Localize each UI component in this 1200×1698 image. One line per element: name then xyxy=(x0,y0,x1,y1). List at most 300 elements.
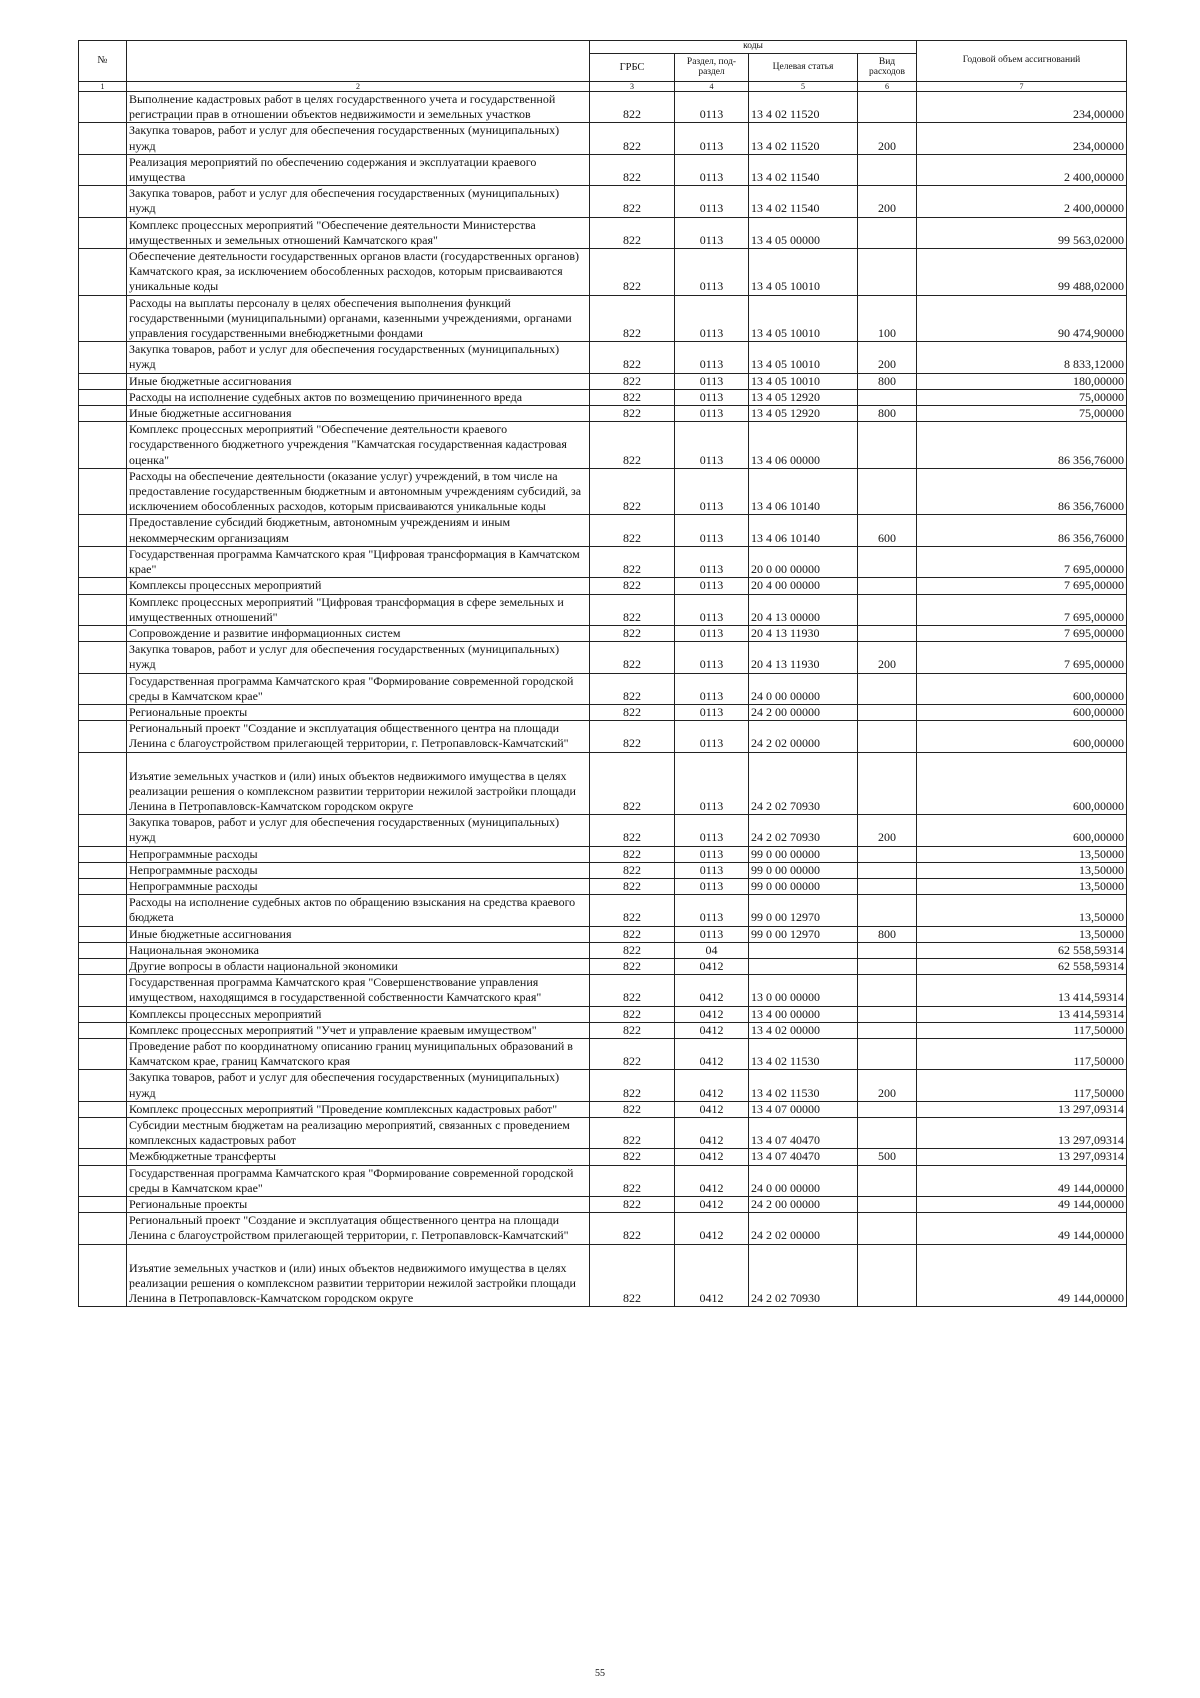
row-razdel-cell: 0113 xyxy=(675,468,749,515)
col-number-6: 6 xyxy=(858,82,917,92)
row-name-cell: Непрограммные расходы xyxy=(127,846,590,862)
row-razdel-cell: 0412 xyxy=(675,975,749,1006)
row-name-cell: Непрограммные расходы xyxy=(127,862,590,878)
row-expense-type-cell xyxy=(858,422,917,469)
header-grbs: ГРБС xyxy=(590,54,675,82)
row-razdel-cell: 0113 xyxy=(675,594,749,625)
row-grbs-cell: 822 xyxy=(590,406,675,422)
row-name-cell: Комплекс процессных мероприятий "Цифровая трансформация в сфере земельных и имущественных отношений" xyxy=(127,594,590,625)
row-expense-type-cell xyxy=(858,546,917,577)
row-name-cell: Обеспечение деятельности государственных органов власти (государственных органов) Камчатского края, за исключением обособленных расходов, которым присваиваются уникальные коды xyxy=(127,249,590,296)
row-razdel-cell: 0113 xyxy=(675,406,749,422)
row-name-cell: Предоставление субсидий бюджетным, автономным учреждениям и иным некоммерческим организациям xyxy=(127,515,590,546)
row-expense-type-cell: 200 xyxy=(858,342,917,373)
row-target-article-cell: 99 0 00 00000 xyxy=(749,862,858,878)
row-grbs-cell: 822 xyxy=(590,942,675,958)
row-name-cell: Непрограммные расходы xyxy=(127,878,590,894)
row-number-cell xyxy=(79,926,127,942)
row-sum-cell: 180,00000 xyxy=(917,373,1127,389)
row-expense-type-cell: 200 xyxy=(858,642,917,673)
row-razdel-cell: 0113 xyxy=(675,704,749,720)
row-target-article-cell: 24 2 02 00000 xyxy=(749,1213,858,1244)
table-row xyxy=(79,373,1127,389)
row-number-cell xyxy=(79,752,127,815)
row-name-cell: Комплекс процессных мероприятий "Проведение комплексных кадастровых работ" xyxy=(127,1101,590,1117)
table-row xyxy=(79,295,1127,342)
col-number-2: 2 xyxy=(127,82,590,92)
row-name-cell: Закупка товаров, работ и услуг для обеспечения государственных (муниципальных) нужд xyxy=(127,342,590,373)
row-number-cell xyxy=(79,92,127,123)
row-razdel-cell: 0113 xyxy=(675,752,749,815)
row-target-article-cell xyxy=(749,942,858,958)
row-name-cell: Государственная программа Камчатского края "Цифровая трансформация в Камчатском крае" xyxy=(127,546,590,577)
row-number-cell xyxy=(79,468,127,515)
row-expense-type-cell xyxy=(858,862,917,878)
row-number-cell xyxy=(79,1149,127,1165)
row-target-article-cell: 20 4 00 00000 xyxy=(749,578,858,594)
row-number-cell xyxy=(79,406,127,422)
row-sum-cell: 13,50000 xyxy=(917,846,1127,862)
row-name-cell: Расходы на выплаты персоналу в целях обеспечения выполнения функций государственными (муниципальными) органами, казенными учреждениями, органами управления государственными внебюджетными фондами xyxy=(127,295,590,342)
row-expense-type-cell xyxy=(858,846,917,862)
row-sum-cell: 13 414,59314 xyxy=(917,1006,1127,1022)
col-number-3: 3 xyxy=(590,82,675,92)
row-number-cell xyxy=(79,422,127,469)
row-sum-cell: 600,00000 xyxy=(917,752,1127,815)
row-name-cell: Закупка товаров, работ и услуг для обеспечения государственных (муниципальных) нужд xyxy=(127,815,590,846)
row-grbs-cell: 822 xyxy=(590,815,675,846)
row-razdel-cell: 0113 xyxy=(675,926,749,942)
row-razdel-cell: 0113 xyxy=(675,515,749,546)
row-expense-type-cell: 800 xyxy=(858,373,917,389)
row-razdel-cell: 0412 xyxy=(675,1006,749,1022)
table-row xyxy=(79,217,1127,248)
row-razdel-cell: 0412 xyxy=(675,1197,749,1213)
row-razdel-cell: 0113 xyxy=(675,154,749,185)
row-target-article-cell: 24 2 02 00000 xyxy=(749,721,858,752)
table-row xyxy=(79,878,1127,894)
row-number-cell xyxy=(79,673,127,704)
row-number-cell xyxy=(79,373,127,389)
table-row xyxy=(79,862,1127,878)
row-target-article-cell: 13 0 00 00000 xyxy=(749,975,858,1006)
row-grbs-cell: 822 xyxy=(590,958,675,974)
row-number-cell xyxy=(79,1022,127,1038)
row-name-cell: Расходы на исполнение судебных актов по возмещению причиненного вреда xyxy=(127,389,590,405)
row-number-cell xyxy=(79,515,127,546)
row-grbs-cell: 822 xyxy=(590,249,675,296)
row-sum-cell: 99 563,02000 xyxy=(917,217,1127,248)
header-no: № xyxy=(79,41,127,82)
row-number-cell xyxy=(79,704,127,720)
table-row xyxy=(79,815,1127,846)
row-expense-type-cell xyxy=(858,1213,917,1244)
row-expense-type-cell: 100 xyxy=(858,295,917,342)
table-row xyxy=(79,154,1127,185)
row-number-cell xyxy=(79,1165,127,1196)
row-grbs-cell: 822 xyxy=(590,295,675,342)
row-expense-type-cell xyxy=(858,1101,917,1117)
row-sum-cell: 49 144,00000 xyxy=(917,1165,1127,1196)
table-row xyxy=(79,704,1127,720)
row-sum-cell: 13,50000 xyxy=(917,878,1127,894)
row-sum-cell: 13 297,09314 xyxy=(917,1101,1127,1117)
table-row xyxy=(79,975,1127,1006)
row-grbs-cell: 822 xyxy=(590,389,675,405)
row-target-article-cell: 99 0 00 12970 xyxy=(749,926,858,942)
row-number-cell xyxy=(79,594,127,625)
row-grbs-cell: 822 xyxy=(590,975,675,1006)
row-sum-cell: 117,50000 xyxy=(917,1070,1127,1101)
row-expense-type-cell xyxy=(858,468,917,515)
row-sum-cell: 600,00000 xyxy=(917,815,1127,846)
table-row xyxy=(79,846,1127,862)
row-razdel-cell: 0113 xyxy=(675,422,749,469)
row-sum-cell: 13 414,59314 xyxy=(917,975,1127,1006)
row-name-cell: Иные бюджетные ассигнования xyxy=(127,373,590,389)
row-number-cell xyxy=(79,295,127,342)
row-expense-type-cell xyxy=(858,389,917,405)
row-name-cell: Иные бюджетные ассигнования xyxy=(127,926,590,942)
row-expense-type-cell xyxy=(858,752,917,815)
row-sum-cell: 7 695,00000 xyxy=(917,578,1127,594)
row-razdel-cell: 0113 xyxy=(675,878,749,894)
row-number-cell xyxy=(79,217,127,248)
row-name-cell: Государственная программа Камчатского края "Совершенствование управления имуществом, находящимся в государственной собственности Камчатского края" xyxy=(127,975,590,1006)
row-name-cell: Реализация мероприятий по обеспечению содержания и эксплуатации краевого имущества xyxy=(127,154,590,185)
row-razdel-cell: 0113 xyxy=(675,342,749,373)
row-grbs-cell: 822 xyxy=(590,1101,675,1117)
row-grbs-cell: 822 xyxy=(590,1197,675,1213)
row-target-article-cell: 24 2 00 00000 xyxy=(749,1197,858,1213)
table-row xyxy=(79,1101,1127,1117)
row-number-cell xyxy=(79,154,127,185)
row-number-cell xyxy=(79,1006,127,1022)
row-grbs-cell: 822 xyxy=(590,1006,675,1022)
row-expense-type-cell: 800 xyxy=(858,406,917,422)
header-codes: коды xyxy=(590,41,917,54)
row-target-article-cell: 13 4 02 11530 xyxy=(749,1038,858,1069)
row-target-article-cell: 24 0 00 00000 xyxy=(749,673,858,704)
row-sum-cell: 13,50000 xyxy=(917,895,1127,926)
row-name-cell: Расходы на обеспечение деятельности (оказание услуг) учреждений, в том числе на предоставление государственным бюджетным и автономным учреждениям субсидий, за исключением обособленных расходов, которым присваиваются уникальные коды xyxy=(127,468,590,515)
table-row xyxy=(79,249,1127,296)
row-sum-cell: 600,00000 xyxy=(917,721,1127,752)
row-razdel-cell: 0113 xyxy=(675,862,749,878)
row-razdel-cell: 0113 xyxy=(675,373,749,389)
row-sum-cell: 75,00000 xyxy=(917,389,1127,405)
row-grbs-cell: 822 xyxy=(590,1022,675,1038)
header-razdel: Раздел, под-раздел xyxy=(675,54,749,82)
row-name-cell: Изъятие земельных участков и (или) иных объектов недвижимого имущества в целях реализации решения о комплексном развитии территории нежилой застройки площади Ленина в Петропавловск-Камчатском городском округе xyxy=(127,1244,590,1307)
table-row xyxy=(79,1022,1127,1038)
row-grbs-cell: 822 xyxy=(590,1149,675,1165)
row-target-article-cell: 24 0 00 00000 xyxy=(749,1165,858,1196)
budget-sheet xyxy=(78,40,1126,1307)
row-name-cell: Комплексы процессных мероприятий xyxy=(127,578,590,594)
row-number-cell xyxy=(79,1244,127,1307)
row-expense-type-cell xyxy=(858,1038,917,1069)
row-grbs-cell: 822 xyxy=(590,422,675,469)
row-expense-type-cell xyxy=(858,673,917,704)
table-row xyxy=(79,422,1127,469)
table-row xyxy=(79,926,1127,942)
row-expense-type-cell: 200 xyxy=(858,186,917,217)
col-number-4: 4 xyxy=(675,82,749,92)
row-expense-type-cell xyxy=(858,625,917,641)
row-sum-cell: 117,50000 xyxy=(917,1038,1127,1069)
row-name-cell: Региональные проекты xyxy=(127,1197,590,1213)
row-grbs-cell: 822 xyxy=(590,752,675,815)
col-number-1: 1 xyxy=(79,82,127,92)
row-target-article-cell: 13 4 05 10010 xyxy=(749,249,858,296)
row-expense-type-cell: 200 xyxy=(858,123,917,154)
row-name-cell: Региональный проект "Создание и эксплуатация общественного центра на площади Ленина с благоустройством прилегающей территории, г. Петропавловск-Камчатский" xyxy=(127,1213,590,1244)
row-name-cell: Комплекс процессных мероприятий "Обеспечение деятельности краевого государственного бюджетного учреждения "Камчатская государственная кадастровая оценка" xyxy=(127,422,590,469)
row-number-cell xyxy=(79,1213,127,1244)
row-grbs-cell: 822 xyxy=(590,578,675,594)
table-body xyxy=(79,92,1127,1307)
row-sum-cell: 86 356,76000 xyxy=(917,422,1127,469)
row-razdel-cell: 0412 xyxy=(675,1022,749,1038)
row-razdel-cell: 04 xyxy=(675,942,749,958)
row-sum-cell: 2 400,00000 xyxy=(917,154,1127,185)
row-target-article-cell: 13 4 02 11540 xyxy=(749,154,858,185)
row-target-article-cell: 13 4 02 11530 xyxy=(749,1070,858,1101)
row-number-cell xyxy=(79,846,127,862)
table-row xyxy=(79,895,1127,926)
table-row xyxy=(79,1165,1127,1196)
row-number-cell xyxy=(79,942,127,958)
row-razdel-cell: 0113 xyxy=(675,625,749,641)
table-row xyxy=(79,1006,1127,1022)
row-sum-cell: 7 695,00000 xyxy=(917,594,1127,625)
table-row xyxy=(79,389,1127,405)
row-sum-cell: 2 400,00000 xyxy=(917,186,1127,217)
row-target-article-cell: 99 0 00 00000 xyxy=(749,846,858,862)
table-row xyxy=(79,1118,1127,1149)
row-number-cell xyxy=(79,625,127,641)
header-name xyxy=(127,41,590,82)
row-name-cell: Комплекс процессных мероприятий "Учет и управление краевым имуществом" xyxy=(127,1022,590,1038)
row-sum-cell: 62 558,59314 xyxy=(917,942,1127,958)
row-expense-type-cell xyxy=(858,1006,917,1022)
row-expense-type-cell: 200 xyxy=(858,815,917,846)
row-expense-type-cell xyxy=(858,249,917,296)
row-expense-type-cell xyxy=(858,154,917,185)
row-name-cell: Комплексы процессных мероприятий xyxy=(127,1006,590,1022)
table-row xyxy=(79,123,1127,154)
row-number-cell xyxy=(79,878,127,894)
row-grbs-cell: 822 xyxy=(590,154,675,185)
row-name-cell: Государственная программа Камчатского края "Формирование современной городской среды в Камчатском крае" xyxy=(127,673,590,704)
col-number-7: 7 xyxy=(917,82,1127,92)
table-row xyxy=(79,406,1127,422)
row-expense-type-cell xyxy=(858,878,917,894)
row-expense-type-cell xyxy=(858,895,917,926)
row-grbs-cell: 822 xyxy=(590,846,675,862)
row-target-article-cell: 13 4 02 11520 xyxy=(749,92,858,123)
row-grbs-cell: 822 xyxy=(590,1118,675,1149)
row-grbs-cell: 822 xyxy=(590,1165,675,1196)
row-number-cell xyxy=(79,342,127,373)
row-name-cell: Расходы на исполнение судебных актов по обращению взыскания на средства краевого бюджета xyxy=(127,895,590,926)
row-expense-type-cell xyxy=(858,721,917,752)
row-expense-type-cell: 500 xyxy=(858,1149,917,1165)
row-razdel-cell: 0412 xyxy=(675,1244,749,1307)
table-row xyxy=(79,92,1127,123)
row-sum-cell: 7 695,00000 xyxy=(917,546,1127,577)
row-grbs-cell: 822 xyxy=(590,342,675,373)
table-row xyxy=(79,1244,1127,1307)
row-expense-type-cell xyxy=(858,704,917,720)
row-sum-cell: 7 695,00000 xyxy=(917,642,1127,673)
table-row xyxy=(79,1149,1127,1165)
row-sum-cell: 49 144,00000 xyxy=(917,1197,1127,1213)
row-grbs-cell: 822 xyxy=(590,625,675,641)
row-number-cell xyxy=(79,578,127,594)
row-razdel-cell: 0113 xyxy=(675,815,749,846)
header-sum: Годовой объем ассигнований xyxy=(917,41,1127,82)
row-name-cell: Закупка товаров, работ и услуг для обеспечения государственных (муниципальных) нужд xyxy=(127,186,590,217)
row-target-article-cell: 20 4 13 11930 xyxy=(749,642,858,673)
row-number-cell xyxy=(79,895,127,926)
row-razdel-cell: 0113 xyxy=(675,295,749,342)
row-razdel-cell: 0412 xyxy=(675,1070,749,1101)
row-sum-cell: 99 488,02000 xyxy=(917,249,1127,296)
table-row xyxy=(79,1070,1127,1101)
header-vid: Вид расходов xyxy=(858,54,917,82)
budget-table xyxy=(78,40,1127,1307)
table-row xyxy=(79,468,1127,515)
row-name-cell: Другие вопросы в области национальной экономики xyxy=(127,958,590,974)
row-sum-cell: 600,00000 xyxy=(917,673,1127,704)
row-grbs-cell: 822 xyxy=(590,673,675,704)
row-name-cell: Государственная программа Камчатского края "Формирование современной городской среды в Камчатском крае" xyxy=(127,1165,590,1196)
row-sum-cell: 13 297,09314 xyxy=(917,1149,1127,1165)
row-name-cell: Комплекс процессных мероприятий "Обеспечение деятельности Министерства имущественных и земельных отношений Камчатского края" xyxy=(127,217,590,248)
table-row xyxy=(79,642,1127,673)
row-target-article-cell: 24 2 02 70930 xyxy=(749,1244,858,1307)
table-row xyxy=(79,942,1127,958)
table-row xyxy=(79,578,1127,594)
row-razdel-cell: 0113 xyxy=(675,249,749,296)
row-expense-type-cell xyxy=(858,1022,917,1038)
row-name-cell: Закупка товаров, работ и услуг для обеспечения государственных (муниципальных) нужд xyxy=(127,642,590,673)
table-header xyxy=(79,41,1127,92)
row-razdel-cell: 0412 xyxy=(675,1038,749,1069)
row-razdel-cell: 0412 xyxy=(675,958,749,974)
row-target-article-cell: 13 4 02 00000 xyxy=(749,1022,858,1038)
row-razdel-cell: 0113 xyxy=(675,673,749,704)
row-number-cell xyxy=(79,862,127,878)
row-grbs-cell: 822 xyxy=(590,878,675,894)
row-razdel-cell: 0113 xyxy=(675,846,749,862)
row-grbs-cell: 822 xyxy=(590,186,675,217)
row-grbs-cell: 822 xyxy=(590,721,675,752)
row-grbs-cell: 822 xyxy=(590,594,675,625)
row-target-article-cell: 13 4 06 10140 xyxy=(749,515,858,546)
row-number-cell xyxy=(79,815,127,846)
table-row xyxy=(79,342,1127,373)
row-name-cell: Региональный проект "Создание и эксплуатация общественного центра на площади Ленина с благоустройством прилегающей территории, г. Петропавловск-Камчатский" xyxy=(127,721,590,752)
row-target-article-cell xyxy=(749,958,858,974)
row-target-article-cell: 13 4 06 10140 xyxy=(749,468,858,515)
row-target-article-cell: 20 0 00 00000 xyxy=(749,546,858,577)
row-grbs-cell: 822 xyxy=(590,895,675,926)
row-name-cell: Сопровождение и развитие информационных систем xyxy=(127,625,590,641)
row-number-cell xyxy=(79,721,127,752)
row-sum-cell: 62 558,59314 xyxy=(917,958,1127,974)
row-number-cell xyxy=(79,642,127,673)
row-grbs-cell: 822 xyxy=(590,1070,675,1101)
row-sum-cell: 8 833,12000 xyxy=(917,342,1127,373)
row-razdel-cell: 0113 xyxy=(675,546,749,577)
row-target-article-cell: 13 4 07 40470 xyxy=(749,1149,858,1165)
row-grbs-cell: 822 xyxy=(590,926,675,942)
row-sum-cell: 234,00000 xyxy=(917,92,1127,123)
row-expense-type-cell: 200 xyxy=(858,1070,917,1101)
table-row xyxy=(79,958,1127,974)
row-razdel-cell: 0113 xyxy=(675,721,749,752)
row-sum-cell: 600,00000 xyxy=(917,704,1127,720)
row-target-article-cell: 13 4 05 10010 xyxy=(749,295,858,342)
row-number-cell xyxy=(79,958,127,974)
row-grbs-cell: 822 xyxy=(590,1213,675,1244)
row-number-cell xyxy=(79,123,127,154)
row-name-cell: Иные бюджетные ассигнования xyxy=(127,406,590,422)
col-number-5: 5 xyxy=(749,82,858,92)
row-name-cell: Межбюджетные трансферты xyxy=(127,1149,590,1165)
row-razdel-cell: 0113 xyxy=(675,389,749,405)
row-number-cell xyxy=(79,1038,127,1069)
table-row xyxy=(79,515,1127,546)
table-row xyxy=(79,752,1127,815)
row-grbs-cell: 822 xyxy=(590,546,675,577)
row-target-article-cell: 13 4 07 40470 xyxy=(749,1118,858,1149)
row-number-cell xyxy=(79,249,127,296)
row-number-cell xyxy=(79,186,127,217)
row-razdel-cell: 0113 xyxy=(675,578,749,594)
row-target-article-cell: 13 4 00 00000 xyxy=(749,1006,858,1022)
row-razdel-cell: 0113 xyxy=(675,895,749,926)
row-number-cell xyxy=(79,1101,127,1117)
row-expense-type-cell xyxy=(858,92,917,123)
row-number-cell xyxy=(79,1197,127,1213)
row-grbs-cell: 822 xyxy=(590,704,675,720)
row-name-cell: Проведение работ по координатному описанию границ муниципальных образований в Камчатском крае, границ Камчатского края xyxy=(127,1038,590,1069)
row-razdel-cell: 0412 xyxy=(675,1165,749,1196)
row-target-article-cell: 99 0 00 00000 xyxy=(749,878,858,894)
row-expense-type-cell xyxy=(858,975,917,1006)
row-target-article-cell: 13 4 05 12920 xyxy=(749,389,858,405)
header-cs: Целевая статья xyxy=(749,54,858,82)
row-sum-cell: 117,50000 xyxy=(917,1022,1127,1038)
row-target-article-cell: 24 2 02 70930 xyxy=(749,752,858,815)
row-sum-cell: 7 695,00000 xyxy=(917,625,1127,641)
header-column-numbers xyxy=(79,82,1127,92)
row-grbs-cell: 822 xyxy=(590,123,675,154)
row-expense-type-cell xyxy=(858,594,917,625)
row-grbs-cell: 822 xyxy=(590,515,675,546)
row-sum-cell: 90 474,90000 xyxy=(917,295,1127,342)
table-row xyxy=(79,1038,1127,1069)
row-name-cell: Изъятие земельных участков и (или) иных объектов недвижимого имущества в целях реализации решения о комплексном развитии территории нежилой застройки площади Ленина в Петропавловск-Камчатском городском округе xyxy=(127,752,590,815)
row-target-article-cell: 13 4 02 11540 xyxy=(749,186,858,217)
row-number-cell xyxy=(79,975,127,1006)
row-sum-cell: 13 297,09314 xyxy=(917,1118,1127,1149)
page-number: 55 xyxy=(595,1668,605,1679)
